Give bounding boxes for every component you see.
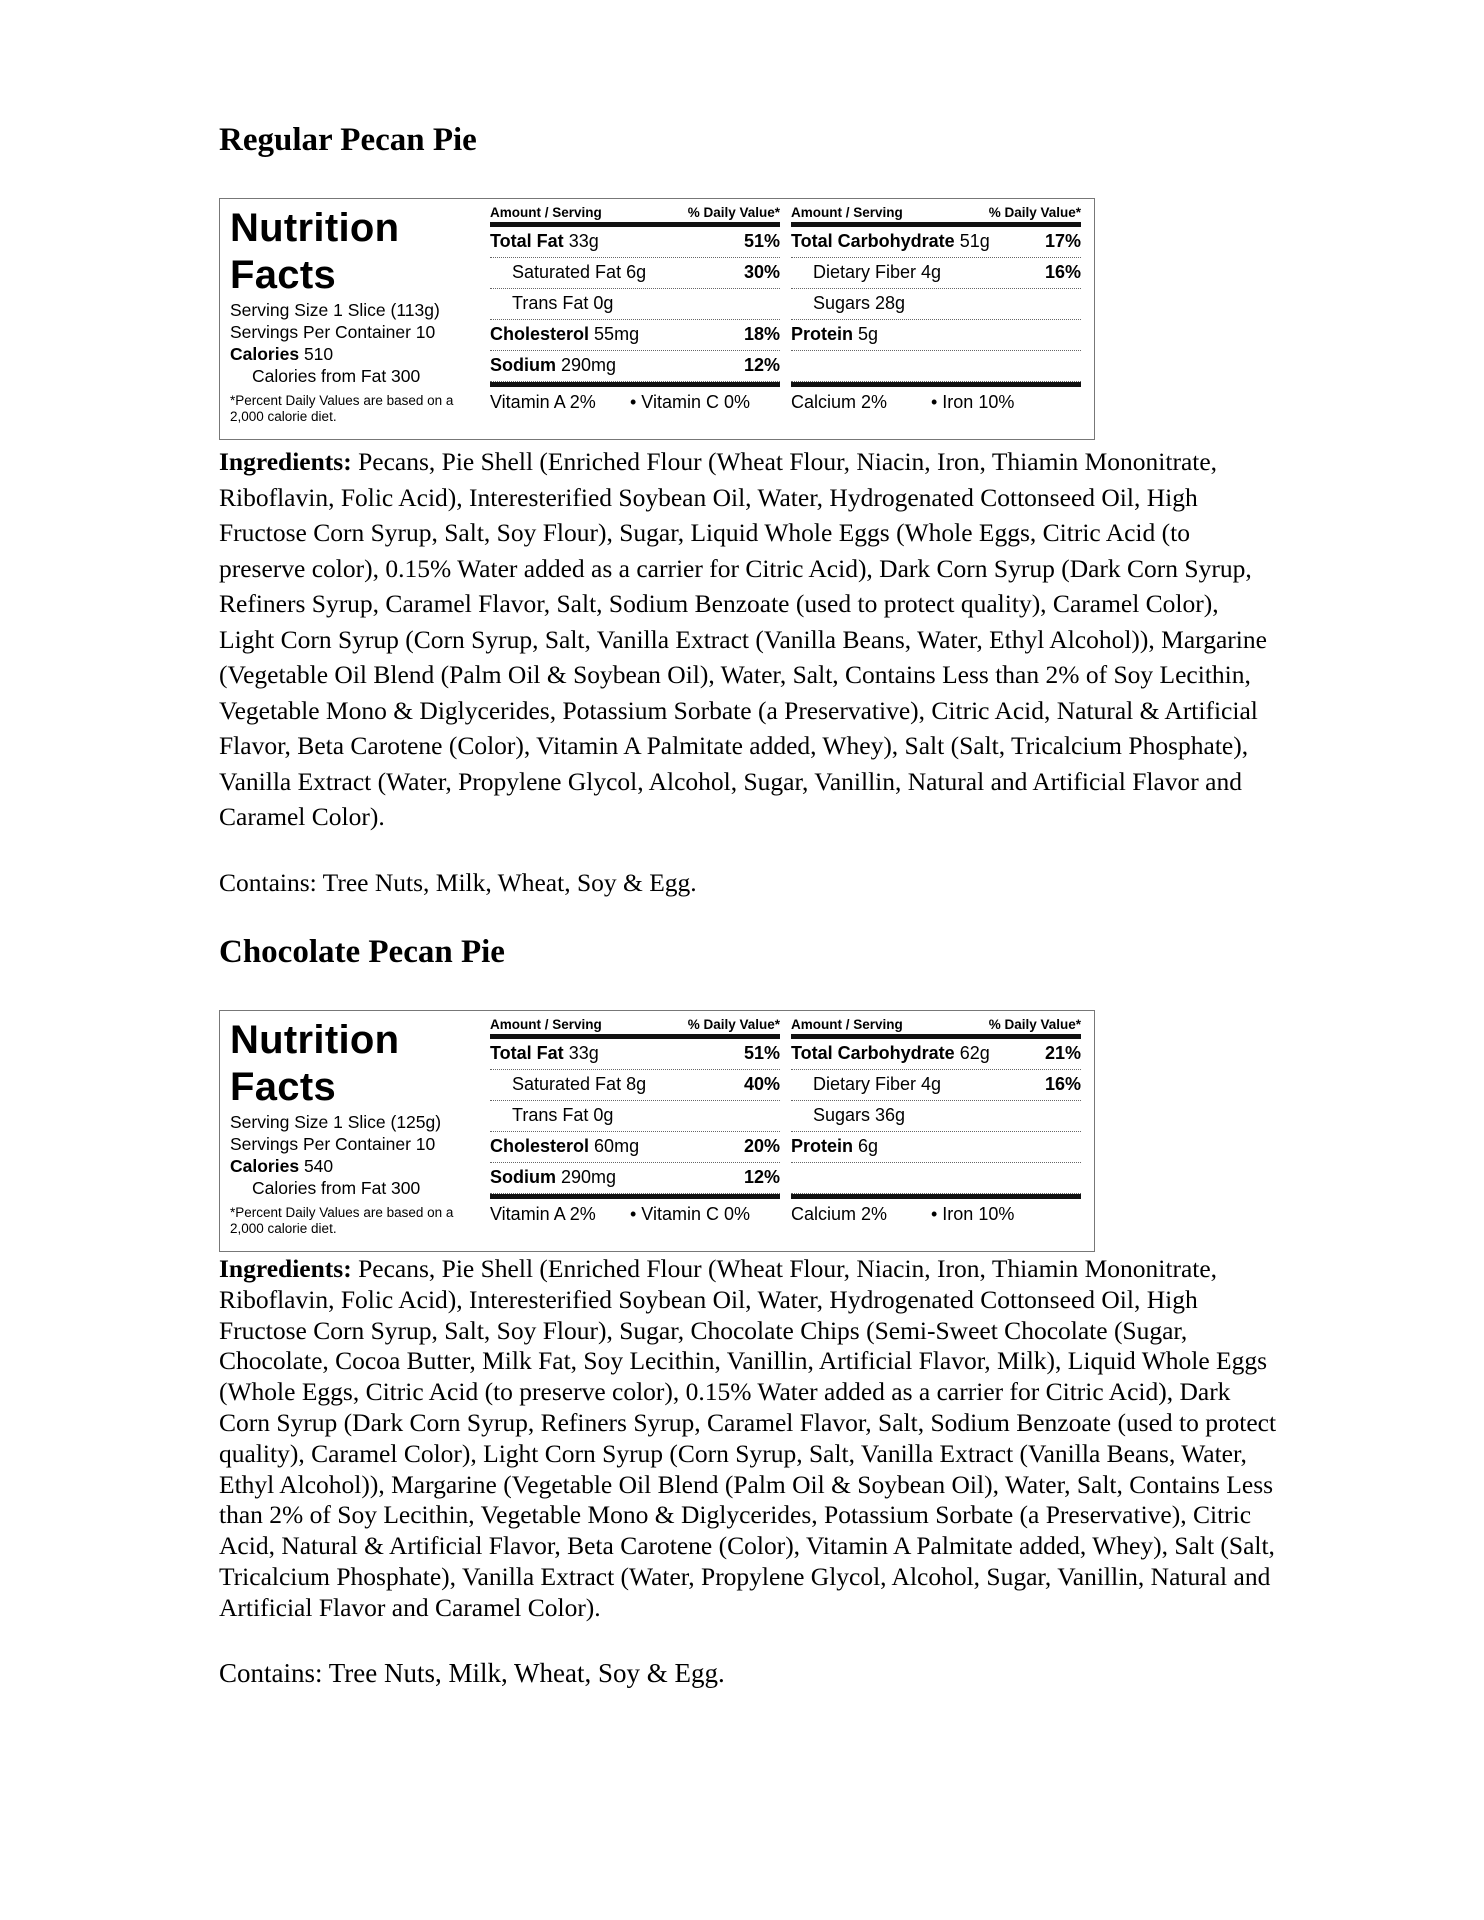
servings-per-container: Servings Per Container 10 — [230, 1134, 436, 1154]
dietary-fiber-row — [791, 1070, 1081, 1101]
minerals-row — [791, 382, 1081, 417]
amount-header: Amount / Serving — [490, 1017, 602, 1032]
nutrition-facts-label — [219, 198, 1095, 440]
column-header — [791, 1017, 1081, 1039]
total-fat-row — [490, 227, 780, 258]
nutrition-heading-1: Nutrition — [230, 1018, 400, 1062]
amount-header: Amount / Serving — [490, 205, 602, 220]
trans-fat: Trans Fat 0g — [512, 293, 614, 313]
dietary-fiber-row — [791, 258, 1081, 289]
sodium-row — [490, 351, 780, 382]
total-fat-dv: 51% — [743, 1043, 780, 1063]
dietary-fiber: Dietary Fiber 4g — [813, 262, 942, 282]
iron: • Iron 10% — [931, 1204, 1015, 1224]
servings-per-container: Servings Per Container 10 — [230, 322, 436, 342]
calories-from-fat: Calories from Fat 300 — [252, 366, 421, 386]
carb-amount: 62g — [959, 1043, 990, 1063]
calcium: Calcium 2% — [791, 392, 888, 412]
saturated-fat-dv: 30% — [743, 262, 780, 282]
total-fat-row — [490, 1039, 780, 1070]
sugars: Sugars 28g — [813, 293, 906, 313]
cholesterol-amount: 55mg — [594, 324, 640, 344]
dietary-fiber-dv: 16% — [1044, 262, 1081, 282]
calories-value: 540 — [303, 1156, 334, 1176]
iron: • Iron 10% — [931, 392, 1015, 412]
calories-label: Calories — [230, 344, 300, 364]
dietary-fiber-dv: 16% — [1044, 1074, 1081, 1094]
cholesterol-label: Cholesterol — [490, 1136, 590, 1156]
nutrient-column-1 — [490, 205, 780, 417]
sodium-amount: 290mg — [561, 355, 617, 375]
protein-label: Protein — [791, 324, 854, 344]
protein-row — [791, 320, 1081, 351]
cholesterol-amount: 60mg — [594, 1136, 640, 1156]
vitamin-c: • Vitamin C 0% — [630, 392, 751, 412]
sugars-row — [791, 289, 1081, 320]
protein-amount: 6g — [858, 1136, 879, 1156]
ingredients-paragraph — [219, 1254, 1279, 1624]
ingredients-label: Ingredients: — [219, 447, 352, 476]
nutrition-heading-1: Nutrition — [230, 206, 400, 250]
carb-amount: 51g — [959, 231, 990, 251]
saturated-fat-row — [490, 1070, 780, 1101]
cholesterol-row — [490, 320, 780, 351]
amount-header: Amount / Serving — [791, 1017, 903, 1032]
cholesterol-label: Cholesterol — [490, 324, 590, 344]
total-carbohydrate-row — [791, 1039, 1081, 1070]
product-title: Regular Pecan Pie — [219, 122, 477, 158]
dietary-fiber: Dietary Fiber 4g — [813, 1074, 942, 1094]
nutrition-heading-2: Facts — [230, 1065, 336, 1109]
saturated-fat: Saturated Fat 8g — [512, 1074, 647, 1094]
vitamins-row — [490, 1194, 780, 1229]
calories — [230, 1155, 472, 1177]
trans-fat-row — [490, 289, 780, 320]
nutrient-column-2 — [791, 1017, 1081, 1229]
trans-fat-row — [490, 1101, 780, 1132]
ingredients-label: Ingredients: — [219, 1254, 352, 1283]
nutrition-facts-label — [219, 1010, 1095, 1252]
saturated-fat: Saturated Fat 6g — [512, 262, 647, 282]
sugars: Sugars 36g — [813, 1105, 906, 1125]
daily-value-header: % Daily Value* — [687, 205, 780, 220]
trans-fat: Trans Fat 0g — [512, 1105, 614, 1125]
total-fat-label: Total Fat — [490, 231, 564, 251]
saturated-fat-dv: 40% — [743, 1074, 780, 1094]
column-header — [791, 205, 1081, 227]
calories — [230, 343, 472, 365]
sodium-amount: 290mg — [561, 1167, 617, 1187]
sodium-row — [490, 1163, 780, 1194]
protein-label: Protein — [791, 1136, 854, 1156]
total-carbohydrate-row — [791, 227, 1081, 258]
ingredients-text: Pecans, Pie Shell (Enriched Flour (Wheat Flour, Niacin, Iron, Thiamin Mononitrate, Riboflavin, Folic Acid), Interesterified Soybean Oil, Water, Hydrogenated Cottonseed Oil, High Fructose Corn Syrup, Salt, Soy Flour), Sugar, Chocolate Chips (Semi-Sweet Chocolate (Sugar, Chocolate, Cocoa Butter, Milk Fat, Soy Lecithin, Vanillin, Artificial Flavor, Milk), Liquid Whole Eggs (Whole Eggs, Citric Acid (to preserve color), 0.15% Water added as a carrier for Citric Acid), Dark Corn Syrup (Dark Corn Syrup, Refiners Syrup, Caramel Flavor, Salt, Sodium Benzoate (used to protect quality), Caramel Color), Light Corn Syrup (Corn Syrup, Salt, Vanilla Extract (Vanilla Beans, Water, Ethyl Alcohol)), Margarine (Vegetable Oil Blend (Palm Oil & Soybean Oil), Water, Salt, Contains Less than 2% of Soy Lecithin, Vegetable Mono & Diglycerides, Potassium Sorbate (a Preservative), Citric Acid, Natural & Artificial Flavor, Beta Carotene (Color), Vitamin A Palmitate added, Whey), Salt (Salt, Tricalcium Phosphate), Vanilla Extract (Water, Propylene Glycol, Alcohol, Sugar, Vanillin, Natural and Artificial Flavor and Caramel Color). — [219, 1254, 1277, 1622]
calories-label: Calories — [230, 1156, 300, 1176]
carb-label: Total Carbohydrate — [791, 231, 955, 251]
total-fat-amount: 33g — [568, 231, 599, 251]
amount-header: Amount / Serving — [791, 205, 903, 220]
vitamin-a: Vitamin A 2% — [490, 392, 596, 412]
total-fat-amount: 33g — [568, 1043, 599, 1063]
sodium-dv: 12% — [743, 355, 780, 375]
column-header — [490, 205, 780, 227]
product-title: Chocolate Pecan Pie — [219, 934, 505, 970]
vitamins-row — [490, 382, 780, 417]
sodium-label: Sodium — [490, 355, 556, 375]
product-section-chocolate — [219, 930, 1279, 1691]
cholesterol-dv: 18% — [743, 324, 780, 344]
daily-value-header: % Daily Value* — [988, 1017, 1081, 1032]
empty-row — [791, 1163, 1081, 1194]
cholesterol-dv: 20% — [743, 1136, 780, 1156]
product-section-regular — [219, 118, 1279, 900]
total-fat-label: Total Fat — [490, 1043, 564, 1063]
carb-label: Total Carbohydrate — [791, 1043, 955, 1063]
ingredients-paragraph — [219, 444, 1279, 835]
saturated-fat-row — [490, 258, 780, 289]
minerals-row — [791, 1194, 1081, 1229]
daily-value-header: % Daily Value* — [687, 1017, 780, 1032]
column-header — [490, 1017, 780, 1039]
cholesterol-row — [490, 1132, 780, 1163]
total-fat-dv: 51% — [743, 231, 780, 251]
sugars-row — [791, 1101, 1081, 1132]
calories-from-fat: Calories from Fat 300 — [252, 1178, 421, 1198]
ingredients-text: Pecans, Pie Shell (Enriched Flour (Wheat Flour, Niacin, Iron, Thiamin Mononitrate, Riboflavin, Folic Acid), Interesterified Soybean Oil, Water, Hydrogenated Cottonseed Oil, High Fructose Corn Syrup, Salt, Soy Flour), Sugar, Liquid Whole Eggs (Whole Eggs, Citric Acid (to preserve color), 0.15% Water added as a carrier for Citric Acid), Dark Corn Syrup (Dark Corn Syrup, Refiners Syrup, Caramel Flavor, Salt, Sodium Benzoate (used to protect quality), Caramel Color), Light Corn Syrup (Corn Syrup, Salt, Vanilla Extract (Vanilla Beans, Water, Ethyl Alcohol)), Margarine (Vegetable Oil Blend (Palm Oil & Soybean Oil), Water, Salt, Contains Less than 2% of Soy Lecithin, Vegetable Mono & Diglycerides, Potassium Sorbate (a Preservative), Citric Acid, Natural & Artificial Flavor, Beta Carotene (Color), Vitamin A Palmitate added, Whey), Salt (Salt, Tricalcium Phosphate), Vanilla Extract (Water, Propylene Glycol, Alcohol, Sugar, Vanillin, Natural and Artificial Flavor and Caramel Color). — [219, 447, 1267, 831]
protein-row — [791, 1132, 1081, 1163]
nutrient-column-1 — [490, 1017, 780, 1229]
serving-size: Serving Size 1 Slice (125g) — [230, 1112, 442, 1132]
daily-value-footnote: *Percent Daily Values are based on a 2,000 calorie diet. — [230, 1205, 454, 1236]
calcium: Calcium 2% — [791, 1204, 888, 1224]
carb-dv: 17% — [1044, 231, 1081, 251]
serving-size: Serving Size 1 Slice (113g) — [230, 300, 440, 320]
sodium-label: Sodium — [490, 1167, 556, 1187]
sodium-dv: 12% — [743, 1167, 780, 1187]
calories-value: 510 — [303, 344, 334, 364]
nutrition-summary — [230, 1017, 472, 1237]
nutrient-column-2 — [791, 205, 1081, 417]
empty-row — [791, 351, 1081, 382]
allergen-statement: Contains: Tree Nuts, Milk, Wheat, Soy & Egg. — [219, 867, 697, 897]
nutrition-summary — [230, 205, 472, 425]
carb-dv: 21% — [1044, 1043, 1081, 1063]
daily-value-footnote: *Percent Daily Values are based on a 2,000 calorie diet. — [230, 393, 454, 424]
vitamin-c: • Vitamin C 0% — [630, 1204, 751, 1224]
nutrition-heading-2: Facts — [230, 253, 336, 297]
vitamin-a: Vitamin A 2% — [490, 1204, 596, 1224]
allergen-statement: Contains: Tree Nuts, Milk, Wheat, Soy & Egg. — [219, 1657, 725, 1688]
protein-amount: 5g — [858, 324, 879, 344]
daily-value-header: % Daily Value* — [988, 205, 1081, 220]
